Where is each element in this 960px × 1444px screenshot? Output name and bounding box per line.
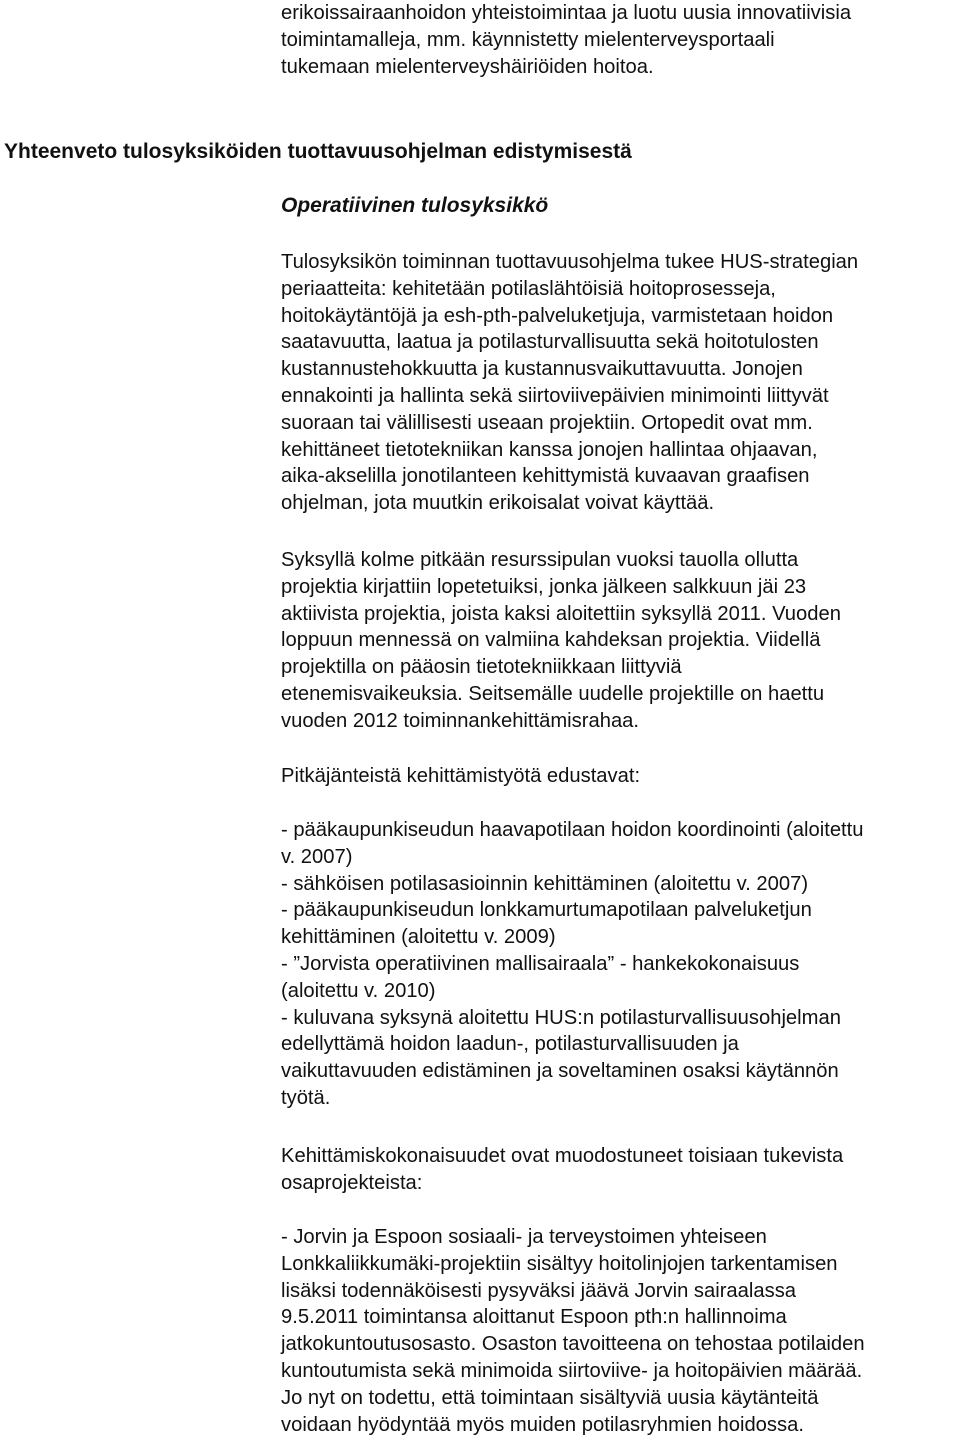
list-item-line: - pääkaupunkiseudun haavapotilaan hoidon koordinointi (aloitettu [281, 819, 864, 841]
paragraph-line: ennakointi ja hallinta sekä siirtoviivepäivien minimointi liittyvät [281, 384, 829, 407]
list-item-line: jatkokuntoutusosasto. Osaston tavoitteena on tehostaa potilaiden [281, 1333, 865, 1356]
paragraph-line: osaprojekteista: [281, 1171, 423, 1194]
list-item-line: vaikuttavuuden edistäminen ja soveltaminen osaksi käytännön [281, 1060, 839, 1083]
paragraph-line: periaatteita: kehitetään potilaslähtöisiä hoitoprosesseja, [281, 277, 776, 300]
list-item-line: Lonkkaliikkumäki-projektiin sisältyy hoitolinjojen tarkentamisen [281, 1252, 838, 1275]
list-item-line: - pääkaupunkiseudun lonkkamurtumapotilaan palveluketjun [281, 899, 812, 922]
list-item-line: voidaan hyödyntää myös muiden potilasryhmien hoidossa. [281, 1413, 804, 1436]
projects-paragraph [281, 547, 957, 735]
paragraph-line: projektia kirjattiin lopetetuiksi, jonka jälkeen salkkuun jäi 23 [281, 575, 807, 598]
longterm-intro-paragraph [281, 763, 957, 790]
development-paragraph [281, 1143, 957, 1197]
paragraph-line: ohjelman, jota muutkin erikoisalat voivat käyttää. [281, 492, 715, 515]
section-title: Yhteenveto tulosyksiköiden tuottavuusohjelman edistymisestä [4, 140, 632, 163]
list-item-line: - kuluvana syksynä aloitettu HUS:n potilasturvallisuusohjelman [281, 1006, 841, 1029]
list-item-line: edellyttämä hoidon laadun-, potilasturvallisuuden ja [281, 1033, 739, 1056]
summary-paragraph [281, 249, 957, 517]
list-item-line: lisäksi todennäköisesti pysyväksi jäävä Jorvin sairaalassa [281, 1279, 797, 1302]
paragraph-line: aika-akselilla jonotilanteen kehittymistä kuvaavan graafisen [281, 465, 810, 488]
list-item-line: (aloitettu v. 2010) [281, 979, 436, 1002]
intro-line: tukemaan mielenterveyshäiriöiden hoitoa. [281, 55, 654, 78]
list-item-line: kehittäminen (aloitettu v. 2009) [281, 926, 556, 949]
paragraph-line: aktiivista projektia, joista kaksi aloitettiin syksyllä 2011. Vuoden [281, 602, 841, 625]
list-item-line: v. 2007) [281, 845, 353, 868]
paragraph-line: suoraan tai välillisesti useaan projektiin. Ortopedit ovat mm. [281, 411, 813, 434]
intro-paragraph [281, 0, 957, 80]
list-item-line: Jo nyt on todettu, että toimintaan sisältyviä uusia käytänteitä [281, 1386, 819, 1409]
intro-line: toimintamalleja, mm. käynnistetty mielenterveysportaali [281, 28, 775, 51]
list-item-line: - ”Jorvista operatiivinen mallisairaala” - hankekokonaisuus [281, 952, 800, 975]
paragraph-line: hoitokäytäntöjä ja esh-pth-palveluketjuja, varmistetaan hoidon [281, 304, 834, 327]
longterm-list [281, 817, 957, 1112]
paragraph-line: vuoden 2012 toiminnankehittämisrahaa. [281, 709, 640, 732]
paragraph-line: Tulosyksikön toiminnan tuottavuusohjelma tukee HUS-strategian [281, 251, 859, 273]
section-subtitle: Operatiivinen tulosyksikkö [281, 194, 549, 217]
subprojects-list [281, 1224, 957, 1438]
list-item-line: 9.5.2011 toimintansa aloittanut Espoon pth:n hallinnoima [281, 1306, 787, 1329]
paragraph-line: projektilla on pääosin tietotekniikkaan liittyviä [281, 656, 682, 679]
list-item-line: kuntoutumista sekä minimoida siirtoviive- ja hoitopäivien määrää. [281, 1359, 863, 1382]
list-item-line: - sähköisen potilasasioinnin kehittäminen (aloitettu v. 2007) [281, 872, 809, 895]
paragraph-line: kehittäneet tietotekniikan kanssa jonojen hallintaa ohjaavan, [281, 438, 818, 461]
list-item-line: - Jorvin ja Espoon sosiaali- ja terveystoimen yhteiseen [281, 1226, 767, 1248]
intro-line: erikoissairaanhoidon yhteistoimintaa ja luotu uusia innovatiivisia [281, 2, 852, 24]
paragraph-line: Syksyllä kolme pitkään resurssipulan vuoksi tauolla ollutta [281, 549, 799, 571]
list-item-line: työtä. [281, 1086, 331, 1109]
paragraph-line: saatavuutta, laatua ja potilasturvallisuutta sekä hoitotulosten [281, 331, 819, 354]
paragraph-line: kustannustehokkuutta ja kustannusvaikuttavuutta. Jonojen [281, 358, 803, 381]
paragraph-line: etenemisvaikeuksia. Seitsemälle uudelle projektille on haettu [281, 682, 825, 705]
paragraph-line: loppuun mennessä on valmiina kahdeksan projektia. Viidellä [281, 629, 821, 652]
paragraph-line: Pitkäjänteistä kehittämistyötä edustavat: [281, 765, 641, 787]
paragraph-line: Kehittämiskokonaisuudet ovat muodostuneet toisiaan tukevista [281, 1145, 844, 1167]
